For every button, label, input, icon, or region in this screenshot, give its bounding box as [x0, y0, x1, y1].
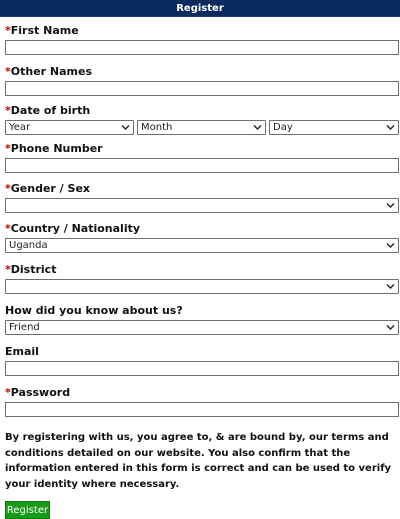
chevron-down-icon	[386, 202, 395, 209]
referral-value: Friend	[9, 322, 40, 333]
chevron-down-icon	[386, 324, 395, 331]
district-label: *District	[5, 263, 57, 276]
dob-selects	[5, 120, 399, 135]
required-marker: *	[5, 24, 11, 37]
registration-form	[0, 24, 400, 519]
other-names-label: *Other Names	[5, 65, 93, 78]
required-marker: *	[5, 104, 11, 117]
form-title: Register	[176, 2, 224, 14]
dob-month-select[interactable]	[137, 120, 266, 135]
required-marker: *	[5, 182, 11, 195]
phone-label: *Phone Number	[5, 142, 103, 155]
required-marker: *	[5, 263, 11, 276]
other-names-group	[5, 65, 399, 96]
phone-input[interactable]	[5, 158, 399, 173]
dob-group	[5, 104, 399, 135]
password-group	[5, 386, 399, 417]
chevron-down-icon	[386, 242, 395, 249]
country-group	[5, 222, 399, 253]
gender-label: *Gender / Sex	[5, 182, 90, 195]
required-marker: *	[5, 142, 11, 155]
dob-month-value: Month	[141, 122, 173, 133]
country-label: *Country / Nationality	[5, 222, 141, 235]
referral-select[interactable]	[5, 320, 399, 335]
password-input[interactable]	[5, 402, 399, 417]
dob-day-select[interactable]	[269, 120, 399, 135]
chevron-down-icon	[386, 283, 395, 290]
required-marker: *	[5, 65, 11, 78]
other-names-input[interactable]	[5, 81, 399, 96]
dob-year-select[interactable]	[5, 120, 134, 135]
referral-label: How did you know about us?	[5, 304, 183, 317]
first-name-label: *First Name	[5, 24, 79, 37]
district-group	[5, 263, 399, 294]
phone-group	[5, 142, 399, 173]
country-select[interactable]	[5, 238, 399, 253]
terms-text: By registering with us, you agree to, & are bound by, our terms and conditions detailed on our website. You also confirm that the information entered in this form is correct and can be used to verify your identity where necessary.	[5, 432, 392, 490]
first-name-input[interactable]	[5, 40, 399, 55]
dob-year-value: Year	[9, 122, 31, 133]
email-group	[5, 345, 399, 376]
gender-group	[5, 182, 399, 213]
email-input[interactable]	[5, 361, 399, 376]
referral-group	[5, 304, 399, 335]
chevron-down-icon	[386, 124, 395, 131]
register-button[interactable]: Register	[5, 501, 50, 519]
chevron-down-icon	[121, 124, 130, 131]
dob-label: *Date of birth	[5, 104, 91, 117]
dob-day-value: Day	[273, 122, 293, 133]
country-value: Uganda	[9, 240, 48, 251]
first-name-group	[5, 24, 399, 55]
district-select[interactable]	[5, 279, 399, 294]
required-marker: *	[5, 222, 11, 235]
email-label: Email	[5, 345, 39, 358]
chevron-down-icon	[253, 124, 262, 131]
password-label: *Password	[5, 386, 71, 399]
required-marker: *	[5, 386, 11, 399]
form-header	[0, 0, 400, 17]
gender-select[interactable]	[5, 198, 399, 213]
